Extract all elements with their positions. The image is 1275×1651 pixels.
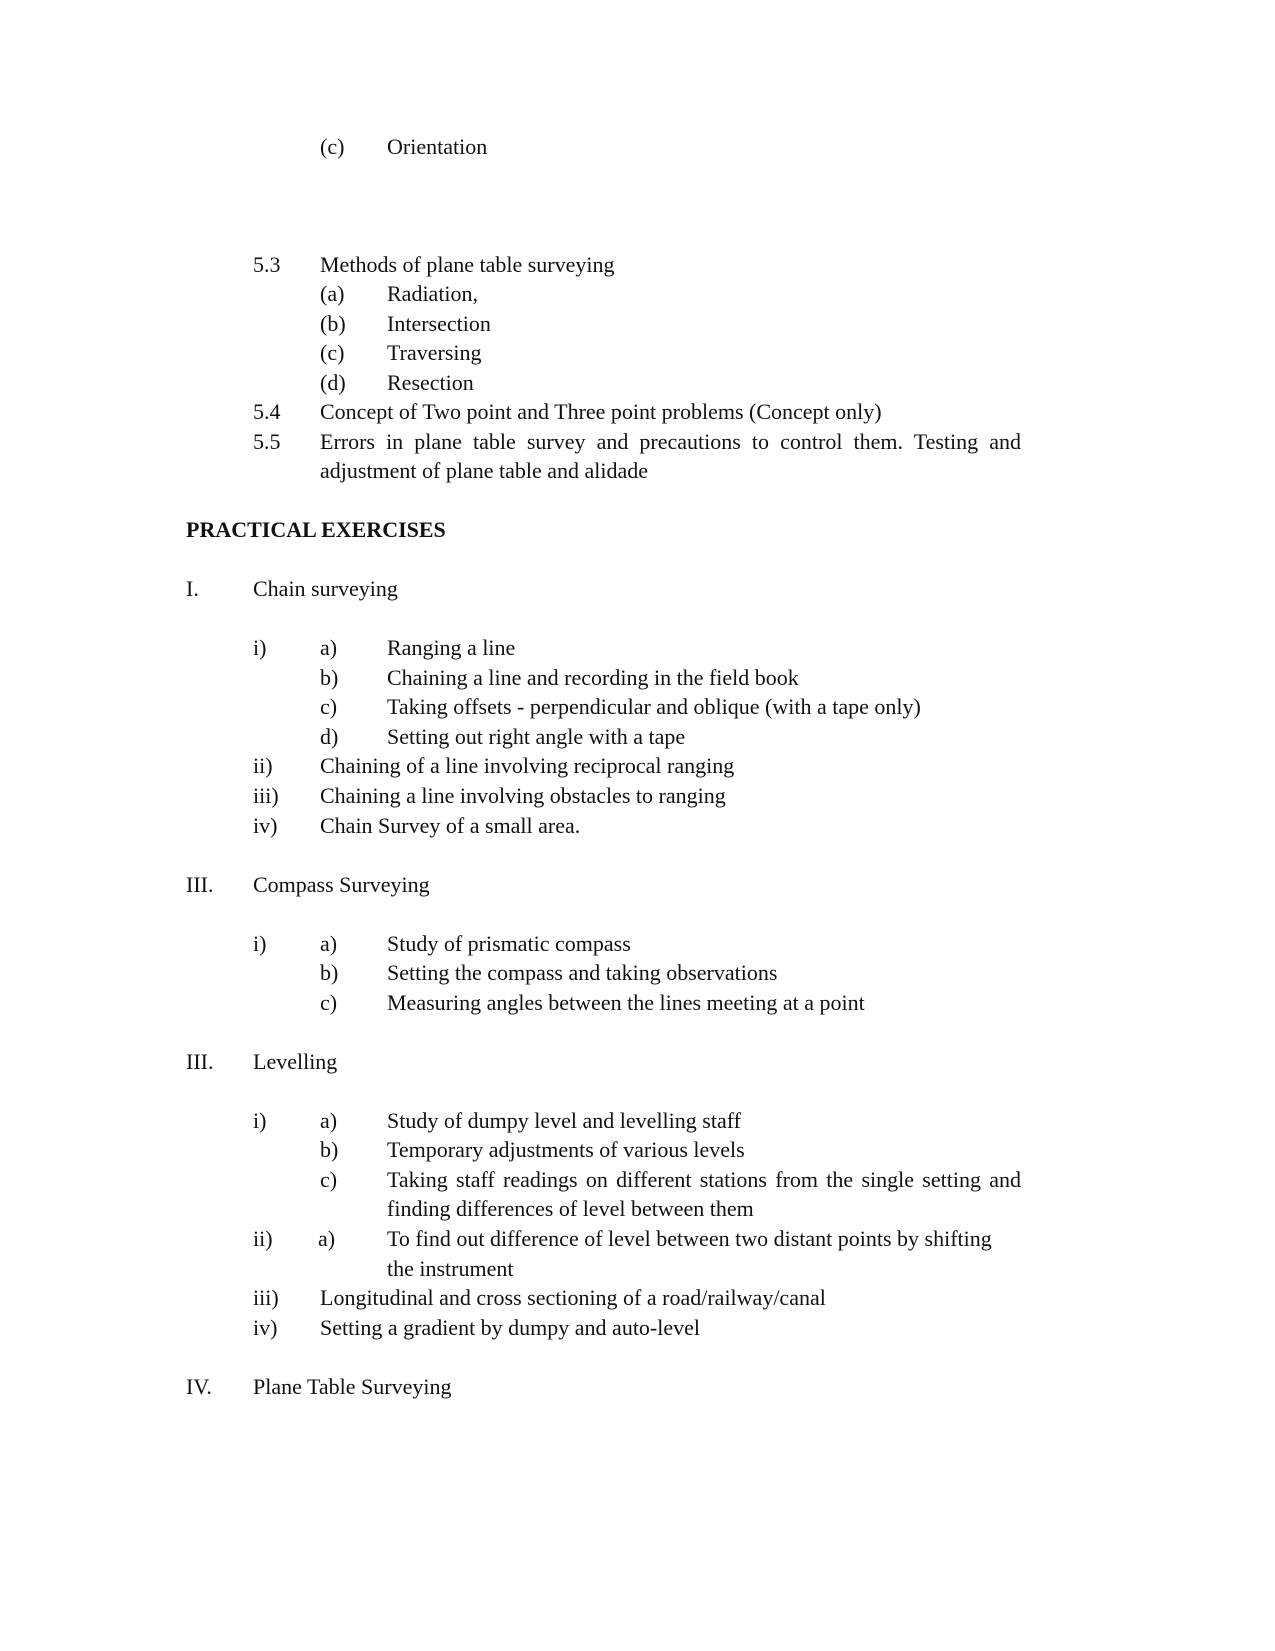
exercise-numeral: III. <box>186 872 214 897</box>
item-marker: c) <box>320 1167 338 1192</box>
item-text: Ranging a line <box>387 635 516 660</box>
item-text: Setting out right angle with a tape <box>387 724 686 749</box>
sub-marker: iv) <box>253 1315 278 1340</box>
section-number: 5.5 <box>253 429 281 454</box>
item-text: Chaining of a line involving reciprocal ranging <box>320 753 735 778</box>
exercise-title: Plane Table Surveying <box>253 1374 452 1399</box>
item-marker: (b) <box>320 311 346 336</box>
item-marker: b) <box>320 665 339 690</box>
sub-marker: iii) <box>253 783 279 808</box>
item-text: Traversing <box>387 340 482 365</box>
section-text-line: adjustment of plane table and alidade <box>320 458 649 483</box>
section-text-line: Errors in plane table survey and precautions to control them. Testing and <box>320 429 1021 454</box>
exercise-title: Compass Surveying <box>253 872 430 897</box>
item-text: Temporary adjustments of various levels <box>387 1137 745 1162</box>
exercise-title: Chain surveying <box>253 576 398 601</box>
item-text: Resection <box>387 370 474 395</box>
item-text: Orientation <box>387 134 488 159</box>
item-marker: b) <box>320 960 339 985</box>
item-text: Chain Survey of a small area. <box>320 813 581 838</box>
section-number: 5.3 <box>253 252 281 277</box>
item-marker: (c) <box>320 340 345 365</box>
item-text: Longitudinal and cross sectioning of a road/railway/canal <box>320 1285 826 1310</box>
item-text-line: To find out difference of level between two distant points by shifting <box>387 1226 992 1251</box>
item-text: Study of prismatic compass <box>387 931 631 956</box>
exercise-numeral: I. <box>186 576 199 601</box>
item-text: Setting the compass and taking observations <box>387 960 778 985</box>
section-text: Concept of Two point and Three point problems (Concept only) <box>320 399 882 424</box>
sub-marker: i) <box>253 1108 267 1133</box>
exercise-title: Levelling <box>253 1049 338 1074</box>
sub-marker: ii) <box>253 1226 273 1251</box>
practical-exercises-heading: PRACTICAL EXERCISES <box>186 517 446 542</box>
item-text: Chaining a line and recording in the field book <box>387 665 799 690</box>
sub-marker: iv) <box>253 813 278 838</box>
sub-marker: ii) <box>253 753 273 778</box>
item-text: Study of dumpy level and levelling staff <box>387 1108 741 1133</box>
item-text: Radiation, <box>387 281 479 306</box>
item-marker: a) <box>320 1108 338 1133</box>
sub-marker: i) <box>253 635 267 660</box>
item-text: Intersection <box>387 311 491 336</box>
item-text: Setting a gradient by dumpy and auto-level <box>320 1315 701 1340</box>
item-text-line: Taking staff readings on different stations from the single setting and <box>387 1167 1021 1192</box>
item-marker: a) <box>320 931 338 956</box>
item-text: Measuring angles between the lines meeting at a point <box>387 990 865 1015</box>
item-text-line: finding differences of level between them <box>387 1196 754 1221</box>
section-title: Methods of plane table surveying <box>320 252 615 277</box>
item-marker: (a) <box>320 281 345 306</box>
item-text-line: the instrument <box>387 1256 514 1281</box>
item-marker: d) <box>320 724 339 749</box>
item-marker: (d) <box>320 370 346 395</box>
item-marker: b) <box>320 1137 339 1162</box>
sub-marker: iii) <box>253 1285 279 1310</box>
exercise-numeral: IV. <box>186 1374 212 1399</box>
exercise-numeral: III. <box>186 1049 214 1074</box>
item-text: Chaining a line involving obstacles to ranging <box>320 783 726 808</box>
item-marker: a) <box>318 1226 336 1251</box>
item-marker: (c) <box>320 134 345 159</box>
item-marker: c) <box>320 990 338 1015</box>
item-marker: c) <box>320 694 338 719</box>
sub-marker: i) <box>253 931 267 956</box>
item-text: Taking offsets - perpendicular and oblique (with a tape only) <box>387 694 921 719</box>
section-number: 5.4 <box>253 399 281 424</box>
item-marker: a) <box>320 635 338 660</box>
